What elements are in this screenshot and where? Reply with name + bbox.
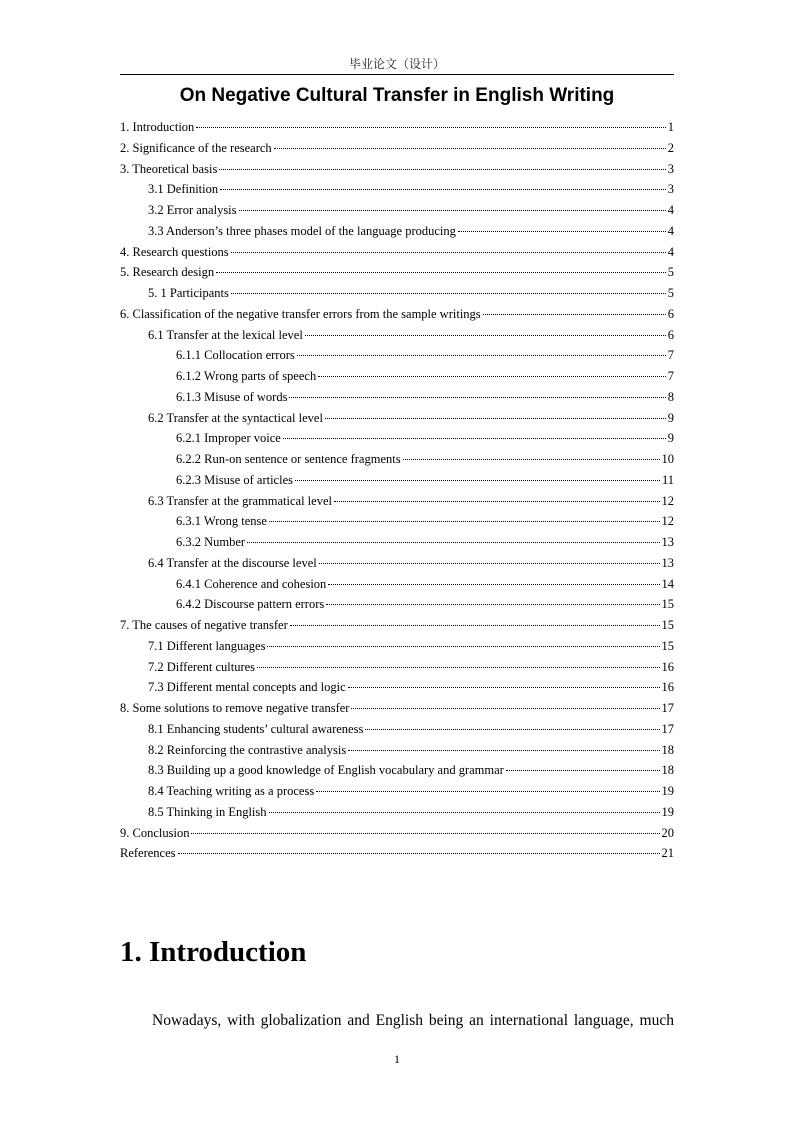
toc-dot-leader bbox=[283, 438, 666, 439]
toc-entry-label: 5. 1 Participants bbox=[148, 286, 229, 300]
toc-dot-leader bbox=[348, 687, 660, 688]
toc-entry[interactable] bbox=[120, 345, 674, 366]
toc-entry-page: 12 bbox=[661, 493, 674, 508]
toc-dot-leader bbox=[247, 542, 659, 543]
toc-entry[interactable] bbox=[120, 574, 674, 595]
section-heading-introduction: 1. Introduction bbox=[120, 936, 307, 968]
toc-entry-page: 17 bbox=[661, 721, 674, 736]
toc-entry-label: 6.1.2 Wrong parts of speech bbox=[176, 369, 317, 383]
toc-entry[interactable] bbox=[120, 719, 674, 740]
toc-entry-page: 13 bbox=[661, 555, 674, 570]
toc-entry-page: 19 bbox=[661, 784, 674, 798]
toc-entry-label: 8.4 Teaching writing as a process bbox=[148, 784, 315, 798]
toc-entry-page: 7 bbox=[667, 369, 674, 383]
toc-entry-page: 14 bbox=[661, 576, 674, 591]
toc-entry[interactable] bbox=[120, 200, 674, 221]
toc-entry[interactable] bbox=[120, 242, 674, 263]
toc-dot-leader bbox=[305, 335, 666, 336]
toc-entry[interactable] bbox=[120, 470, 674, 491]
toc-dot-leader bbox=[325, 418, 666, 419]
toc-dot-leader bbox=[216, 272, 666, 273]
toc-entry[interactable] bbox=[120, 387, 674, 408]
toc-dot-leader bbox=[239, 210, 666, 211]
toc-entry-page: 16 bbox=[661, 680, 674, 695]
toc-entry[interactable] bbox=[120, 428, 674, 449]
toc-entry-label: 8. Some solutions to remove negative transfer bbox=[120, 701, 350, 715]
toc-entry[interactable] bbox=[120, 366, 674, 387]
toc-entry-page: 13 bbox=[661, 535, 674, 549]
toc-entry-label: 7.1 Different languages bbox=[148, 638, 266, 653]
toc-dot-leader bbox=[290, 625, 660, 626]
toc-dot-leader bbox=[269, 812, 660, 813]
toc-entry-page: 3 bbox=[667, 161, 674, 176]
toc-dot-leader bbox=[269, 521, 660, 522]
toc-entry[interactable] bbox=[120, 449, 674, 470]
toc-entry-label: 3.1 Definition bbox=[148, 182, 219, 197]
toc-entry-page: 4 bbox=[667, 203, 674, 217]
toc-entry-label: 8.5 Thinking in English bbox=[148, 804, 267, 819]
toc-entry-label: 6.4 Transfer at the discourse level bbox=[148, 555, 317, 570]
toc-entry[interactable] bbox=[120, 491, 674, 512]
toc-entry-label: 8.2 Reinforcing the contrastive analysis bbox=[148, 742, 347, 757]
toc-entry[interactable] bbox=[120, 760, 674, 781]
toc-entry-page: 12 bbox=[661, 514, 674, 529]
toc-entry-label: 6.2.1 Improper voice bbox=[176, 431, 281, 446]
toc-entry[interactable] bbox=[120, 179, 674, 200]
toc-entry-label: 6.1 Transfer at the lexical level bbox=[148, 327, 303, 342]
toc-dot-leader bbox=[328, 584, 659, 585]
toc-dot-leader bbox=[318, 376, 666, 377]
toc-dot-leader bbox=[483, 314, 666, 315]
toc-dot-leader bbox=[506, 770, 660, 771]
toc-entry[interactable] bbox=[120, 823, 674, 844]
toc-dot-leader bbox=[231, 252, 666, 253]
toc-entry[interactable] bbox=[120, 615, 674, 636]
toc-entry-page: 5 bbox=[667, 286, 674, 300]
toc-entry-label: 4. Research questions bbox=[120, 244, 229, 259]
toc-entry-page: 21 bbox=[661, 846, 674, 861]
toc-entry[interactable] bbox=[120, 553, 674, 574]
toc-entry-page: 20 bbox=[661, 825, 674, 840]
toc-dot-leader bbox=[191, 833, 659, 834]
toc-entry[interactable] bbox=[120, 740, 674, 761]
toc-entry-page: 3 bbox=[667, 182, 674, 197]
toc-entry[interactable] bbox=[120, 677, 674, 698]
toc-dot-leader bbox=[274, 148, 666, 149]
toc-entry[interactable] bbox=[120, 657, 674, 678]
toc-dot-leader bbox=[295, 480, 660, 481]
toc-entry[interactable] bbox=[120, 304, 674, 325]
header-rule bbox=[120, 74, 674, 75]
toc-entry-label: 8.3 Building up a good knowledge of English vocabulary and grammar bbox=[148, 763, 504, 778]
toc-entry-label: 3.3 Anderson’s three phases model of the language producing bbox=[148, 223, 456, 238]
toc-dot-leader bbox=[319, 563, 660, 564]
toc-entry[interactable] bbox=[120, 138, 674, 159]
toc-entry[interactable] bbox=[120, 532, 674, 553]
toc-entry-label: 6.2.2 Run-on sentence or sentence fragments bbox=[176, 452, 401, 466]
toc-entry[interactable] bbox=[120, 117, 674, 138]
toc-entry[interactable] bbox=[120, 221, 674, 242]
running-header: 毕业论文（设计） bbox=[348, 57, 445, 71]
toc-entry-label: 7.3 Different mental concepts and logic bbox=[148, 680, 346, 695]
toc-entry-label: 6. Classification of the negative transfer errors from the sample writings bbox=[120, 306, 481, 321]
toc-entry-page: 15 bbox=[661, 638, 674, 653]
toc-entry[interactable] bbox=[120, 802, 674, 823]
toc-entry-page: 6 bbox=[667, 306, 674, 321]
body-paragraph: Nowadays, with globalization and English being an international language, much bbox=[152, 1012, 674, 1029]
toc-entry-label: 6.3.1 Wrong tense bbox=[176, 514, 267, 529]
toc-entry-label: 6.2.3 Misuse of articles bbox=[176, 472, 293, 487]
toc-entry-label: 3. Theoretical basis bbox=[120, 161, 218, 176]
toc-entry-label: References bbox=[120, 846, 176, 861]
toc-entry[interactable] bbox=[120, 408, 674, 429]
toc-entry-page: 15 bbox=[661, 618, 674, 632]
toc-entry-page: 4 bbox=[667, 223, 674, 238]
toc-dot-leader bbox=[365, 729, 659, 730]
toc-entry[interactable] bbox=[120, 636, 674, 657]
table-of-contents bbox=[120, 117, 674, 864]
toc-dot-leader bbox=[267, 646, 659, 647]
toc-entry[interactable] bbox=[120, 511, 674, 532]
document-title: On Negative Cultural Transfer in English Writing bbox=[179, 85, 615, 106]
toc-dot-leader bbox=[196, 127, 665, 128]
toc-entry-page: 17 bbox=[661, 701, 674, 715]
toc-entry-label: 7.2 Different cultures bbox=[148, 659, 256, 674]
toc-entry-page: 18 bbox=[661, 742, 674, 757]
toc-entry-page: 9 bbox=[667, 431, 674, 446]
toc-entry-label: 6.1.1 Collocation errors bbox=[176, 348, 295, 363]
toc-entry[interactable] bbox=[120, 262, 674, 283]
toc-entry-label: 7. The causes of negative transfer bbox=[120, 618, 288, 632]
toc-dot-leader bbox=[334, 501, 660, 502]
toc-entry-page: 2 bbox=[667, 140, 674, 155]
toc-entry-label: 6.4.2 Discourse pattern errors bbox=[176, 597, 325, 612]
toc-entry-page: 18 bbox=[661, 763, 674, 778]
toc-entry-page: 10 bbox=[661, 452, 674, 466]
toc-entry-label: 9. Conclusion bbox=[120, 825, 190, 840]
toc-entry-label: 3.2 Error analysis bbox=[148, 203, 237, 217]
toc-entry[interactable] bbox=[120, 843, 674, 864]
toc-dot-leader bbox=[178, 853, 660, 854]
toc-dot-leader bbox=[220, 189, 666, 190]
toc-entry-label: 2. Significance of the research bbox=[120, 140, 272, 155]
toc-entry[interactable] bbox=[120, 159, 674, 180]
toc-entry-label: 6.2 Transfer at the syntactical level bbox=[148, 410, 323, 425]
toc-entry-page: 4 bbox=[667, 244, 674, 259]
toc-entry-label: 8.1 Enhancing students’ cultural awareness bbox=[148, 721, 364, 736]
page-number: 1 bbox=[394, 1052, 400, 1066]
toc-entry[interactable] bbox=[120, 283, 674, 304]
toc-entry[interactable] bbox=[120, 594, 674, 615]
toc-entry-page: 19 bbox=[661, 804, 674, 819]
toc-entry-label: 6.3.2 Number bbox=[176, 535, 246, 549]
toc-entry-page: 9 bbox=[667, 410, 674, 425]
toc-entry-page: 7 bbox=[667, 348, 674, 363]
toc-entry-label: 5. Research design bbox=[120, 265, 215, 280]
toc-dot-leader bbox=[348, 750, 659, 751]
toc-dot-leader bbox=[297, 355, 666, 356]
toc-entry-page: 15 bbox=[661, 597, 674, 612]
toc-entry-page: 8 bbox=[667, 389, 674, 404]
toc-dot-leader bbox=[316, 791, 659, 792]
toc-entry-page: 1 bbox=[667, 120, 674, 134]
toc-entry-page: 5 bbox=[667, 265, 674, 280]
toc-entry-label: 6.3 Transfer at the grammatical level bbox=[148, 493, 332, 508]
toc-dot-leader bbox=[458, 231, 666, 232]
toc-entry-label: 6.1.3 Misuse of words bbox=[176, 389, 288, 404]
toc-dot-leader bbox=[257, 667, 659, 668]
toc-entry[interactable] bbox=[120, 698, 674, 719]
toc-dot-leader bbox=[219, 169, 665, 170]
toc-entry-page: 11 bbox=[661, 472, 674, 487]
toc-dot-leader bbox=[231, 293, 666, 294]
toc-entry-page: 6 bbox=[667, 327, 674, 342]
toc-entry-label: 1. Introduction bbox=[120, 120, 195, 134]
toc-dot-leader bbox=[289, 397, 665, 398]
toc-dot-leader bbox=[403, 459, 660, 460]
toc-dot-leader bbox=[326, 604, 659, 605]
toc-entry-page: 16 bbox=[661, 659, 674, 674]
toc-entry[interactable] bbox=[120, 325, 674, 346]
toc-entry-label: 6.4.1 Coherence and cohesion bbox=[176, 576, 327, 591]
toc-entry[interactable] bbox=[120, 781, 674, 802]
toc-dot-leader bbox=[351, 708, 659, 709]
